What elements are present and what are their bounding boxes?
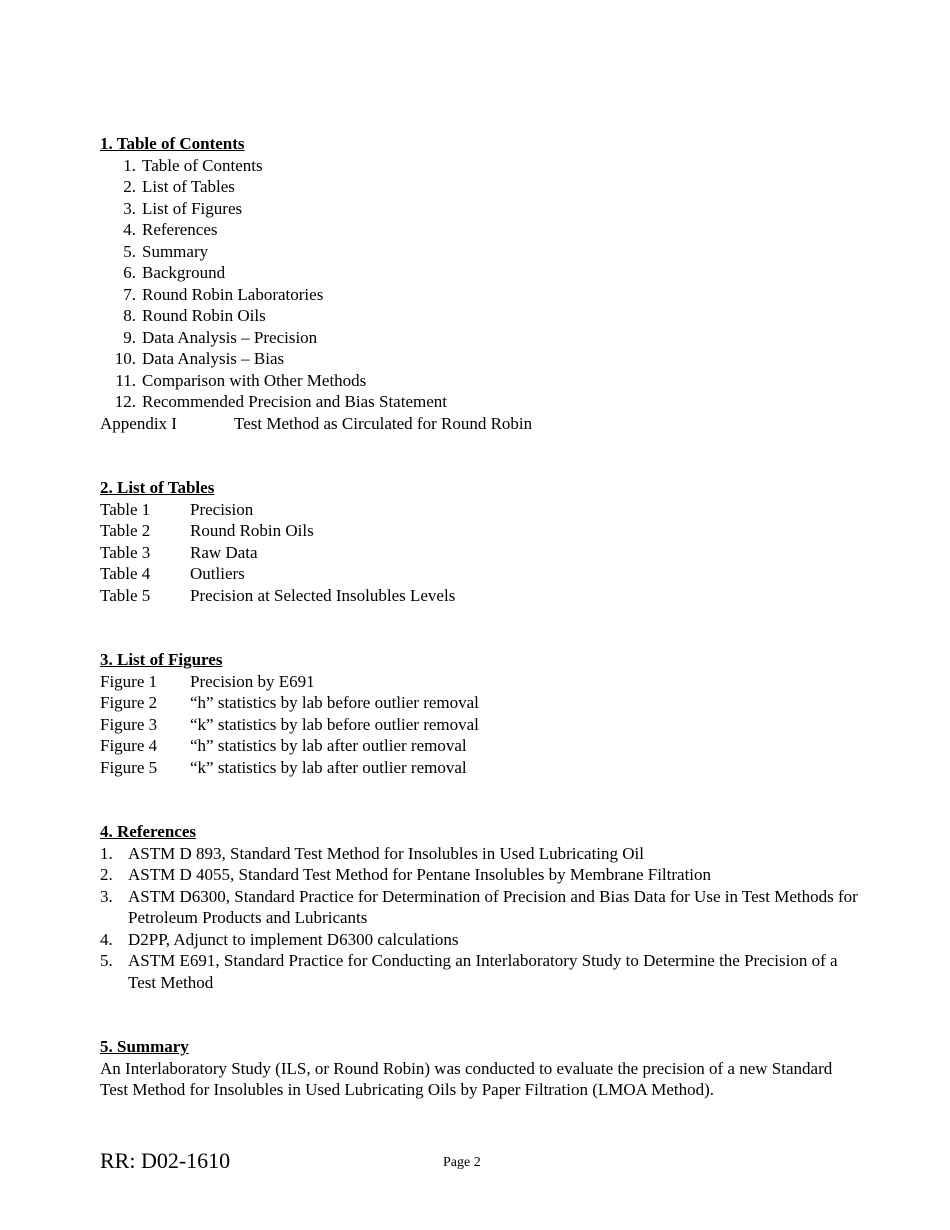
figures-section: [100, 649, 860, 778]
toc-item: 10. Data Analysis – Bias: [114, 349, 285, 368]
figures-title: 3. List of Figures: [100, 650, 223, 669]
references-title: 4. References: [100, 822, 196, 841]
toc-item: 9. Data Analysis – Precision: [123, 327, 318, 347]
table-list-item: Table 1 Precision: [100, 499, 254, 519]
toc-list: [100, 155, 860, 413]
toc-title: 1. Table of Contents: [100, 134, 245, 153]
reference-item: 3. ASTM D6300, Standard Practice for Determination of Precision and Bias Data for Use in Test Methods for Petroleum Products and Lubricants: [100, 886, 858, 927]
tables-section: [100, 477, 860, 606]
reference-item: 5. ASTM E691, Standard Practice for Conducting an Interlaboratory Study to Determine the Precision of a Test Method: [100, 951, 838, 992]
document-page: [100, 133, 860, 1101]
table-list-item: Table 2 Round Robin Oils: [100, 521, 314, 540]
toc-item: 2. List of Tables: [123, 177, 235, 196]
summary-title: 5. Summary: [100, 1037, 189, 1056]
toc-item: 3. List of Figures: [123, 198, 243, 218]
toc-item: 11. Comparison with Other Methods: [115, 370, 367, 390]
toc-item: 8. Round Robin Oils: [123, 306, 266, 325]
reference-item: 2. ASTM D 4055, Standard Test Method for Pentane Insolubles by Membrane Filtration: [100, 865, 712, 884]
toc-item: 5. Summary: [123, 241, 209, 261]
table-list-item: Table 4 Outliers: [100, 564, 245, 583]
document-id: RR: D02-1610: [100, 1148, 231, 1173]
summary-section: [100, 1036, 860, 1101]
figure-list-item: Figure 5 “k” statistics by lab after outlier removal: [100, 757, 467, 777]
appendix-label: Appendix I: [100, 413, 177, 433]
page-number: Page 2: [443, 1155, 481, 1170]
appendix-text: Test Method as Circulated for Round Robin: [234, 413, 533, 433]
tables-title: 2. List of Tables: [100, 478, 215, 497]
toc-item: 12. Recommended Precision and Bias Statement: [114, 392, 447, 411]
toc-section: [100, 133, 860, 434]
figure-list-item: Figure 3 “k” statistics by lab before outlier removal: [100, 714, 479, 734]
summary-text: An Interlaboratory Study (ILS, or Round Robin) was conducted to evaluate the precision of a new Standard Test Method for Insolubles in Used Lubricating Oils by Paper Filtration (LMOA Method).: [100, 1058, 833, 1099]
table-list-item: Table 3 Raw Data: [100, 542, 258, 562]
toc-item: 4. References: [123, 220, 218, 239]
toc-item: 6. Background: [123, 263, 226, 282]
toc-item: 1. Table of Contents: [123, 155, 263, 175]
reference-item: 1. ASTM D 893, Standard Test Method for Insolubles in Used Lubricating Oil: [100, 843, 644, 863]
figure-list-item: Figure 4 “h” statistics by lab after outlier removal: [100, 736, 467, 755]
references-section: [100, 821, 860, 993]
reference-item: 4. D2PP, Adjunct to implement D6300 calculations: [100, 929, 459, 949]
figure-list-item: Figure 2 “h” statistics by lab before outlier removal: [100, 693, 479, 712]
table-list-item: Table 5 Precision at Selected Insolubles Levels: [100, 585, 456, 605]
figure-list-item: Figure 1 Precision by E691: [100, 671, 315, 691]
toc-appendix: [100, 413, 860, 435]
toc-item: 7. Round Robin Laboratories: [123, 284, 324, 304]
